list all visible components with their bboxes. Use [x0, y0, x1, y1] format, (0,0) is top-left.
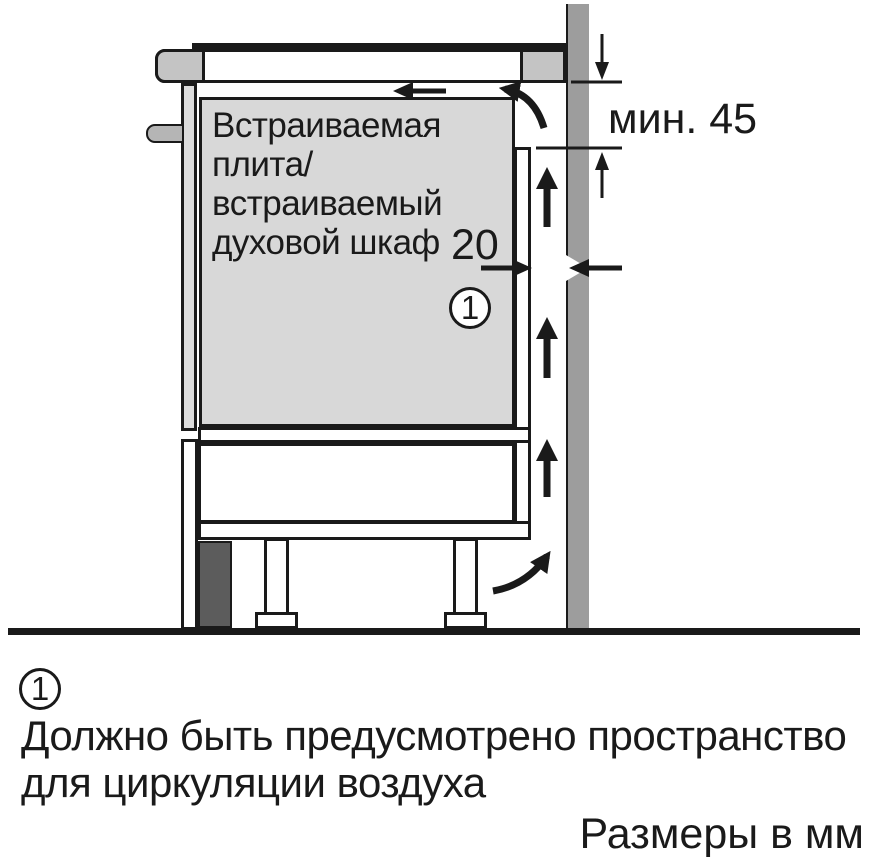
cabinet-front-panel [181, 439, 198, 630]
worktop [155, 49, 566, 83]
legend-note-line1: Должно быть предусмотрено пространство [21, 712, 847, 759]
cabinet-pedestal [198, 541, 232, 628]
airflow-arrow-curve-bottom [493, 556, 547, 591]
oven-door-handle [146, 124, 184, 143]
cabinet-leg-front-foot [255, 612, 298, 629]
cabinet-leg-rear [453, 538, 478, 616]
wall [566, 4, 589, 628]
legend-note-line2: для циркуляции воздуха [21, 759, 486, 806]
appliance-label-line: плита/ [212, 145, 313, 184]
callout-1-marker: 1 [449, 287, 491, 329]
appliance-label [212, 106, 442, 262]
airflow-arrow-up-3 [536, 439, 558, 497]
cabinet-back-panel [514, 147, 531, 540]
legend-note [21, 712, 846, 806]
dimension-min45-label: мин. 45 [608, 95, 758, 143]
worktop-back-edge [520, 49, 566, 83]
cabinet-shelf-upper [198, 427, 531, 443]
appliance-label-line: встраиваемый [212, 184, 443, 223]
units-note: Размеры в мм [579, 810, 864, 858]
worktop-front-edge [155, 49, 205, 83]
airflow-arrow-up-2 [536, 317, 558, 378]
cabinet-shelf-lower [198, 521, 531, 540]
legend-callout-1: 1 [19, 668, 61, 710]
cabinet-leg-front [264, 538, 289, 616]
dimension-20-label: 20 [451, 221, 499, 269]
floor-line [8, 628, 860, 635]
appliance-label-line: Встраиваемая [212, 106, 441, 145]
hob-surface [192, 43, 566, 49]
cabinet-leg-rear-foot [444, 612, 487, 629]
appliance-label-line: духовой шкаф [212, 223, 440, 262]
airflow-arrow-up-1 [536, 167, 558, 227]
cabinet-drawer [198, 443, 515, 523]
